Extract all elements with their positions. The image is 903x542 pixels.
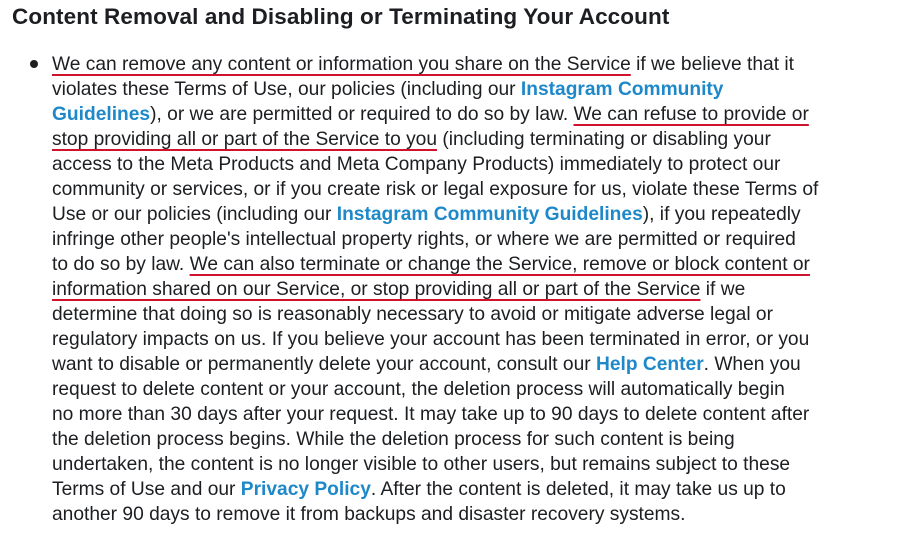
paragraph-line bbox=[52, 377, 900, 402]
underlined-clause: We can refuse to provide or bbox=[573, 104, 809, 125]
body-text: . After the content is deleted, it may take us up to bbox=[370, 479, 786, 500]
body-text: request to delete content or your account, the deletion process will automatically begin bbox=[52, 379, 785, 400]
paragraph-line bbox=[52, 227, 900, 252]
body-text: want to disable or permanently delete your account, consult our bbox=[52, 354, 596, 375]
paragraph-line bbox=[52, 452, 900, 477]
body-text: access to the Meta Products and Meta Company Products) immediately to protect our bbox=[52, 154, 781, 175]
body-text: if we believe that it bbox=[630, 54, 794, 75]
paragraph-line bbox=[52, 252, 900, 277]
paragraph-line bbox=[52, 277, 900, 302]
underlined-clause: We can also terminate or change the Service, remove or block content or bbox=[189, 254, 810, 275]
paragraph-body bbox=[52, 52, 900, 527]
paragraph-line bbox=[52, 77, 900, 102]
body-text: community or services, or if you create risk or legal exposure for us, violate these Terms of bbox=[52, 179, 819, 200]
paragraph-line bbox=[52, 502, 900, 527]
paragraph-line bbox=[52, 52, 900, 77]
body-text: regulatory impacts on us. If you believe your account has been terminated in error, or you bbox=[52, 329, 810, 350]
paragraph-line bbox=[52, 402, 900, 427]
body-text: another 90 days to remove it from backups and disaster recovery systems. bbox=[52, 504, 686, 525]
paragraph-line bbox=[52, 202, 900, 227]
body-text: infringe other people's intellectual property rights, or where we are permitted or required bbox=[52, 229, 796, 250]
policy-link[interactable]: Instagram Community Guidelines bbox=[336, 204, 643, 225]
bullet-dot bbox=[30, 60, 38, 68]
paragraph-line bbox=[52, 127, 900, 152]
body-text: violates these Terms of Use, our policies (including our bbox=[52, 79, 521, 100]
body-text: (including terminating or disabling your bbox=[437, 129, 771, 150]
underlined-clause: stop providing all or part of the Service to you bbox=[52, 129, 438, 150]
policy-link[interactable]: Guidelines bbox=[52, 104, 151, 125]
body-text: ), if you repeatedly bbox=[642, 204, 801, 225]
body-text: ), or we are permitted or required to do so by law. bbox=[150, 104, 574, 125]
body-text: Terms of Use and our bbox=[52, 479, 241, 500]
underlined-clause: We can remove any content or information you share on the Service bbox=[52, 54, 631, 75]
policy-link[interactable]: Instagram Community bbox=[520, 79, 724, 100]
paragraph-line bbox=[52, 352, 900, 377]
body-text: determine that doing so is reasonably necessary to avoid or mitigate adverse legal or bbox=[52, 304, 773, 325]
body-text: Use or our policies (including our bbox=[52, 204, 337, 225]
body-text: the deletion process begins. While the deletion process for such content is being bbox=[52, 429, 735, 450]
bullet-list-item bbox=[52, 52, 900, 527]
section-heading: Content Removal and Disabling or Terminating Your Account bbox=[12, 4, 670, 29]
paragraph-line bbox=[52, 177, 900, 202]
paragraph-line bbox=[52, 477, 900, 502]
paragraph-line bbox=[52, 302, 900, 327]
paragraph-line bbox=[52, 327, 900, 352]
underlined-clause: information shared on our Service, or stop providing all or part of the Service bbox=[52, 279, 701, 300]
policy-link[interactable]: Help Center bbox=[595, 354, 704, 375]
body-text: if we bbox=[700, 279, 746, 300]
body-text: no more than 30 days after your request. It may take up to 90 days to delete content after bbox=[52, 404, 810, 425]
paragraph-line bbox=[52, 102, 900, 127]
body-text: . When you bbox=[703, 354, 801, 375]
paragraph-line bbox=[52, 427, 900, 452]
policy-link[interactable]: Privacy Policy bbox=[240, 479, 371, 500]
body-text: to do so by law. bbox=[52, 254, 190, 275]
paragraph-line bbox=[52, 152, 900, 177]
body-text: undertaken, the content is no longer visible to other users, but remains subject to these bbox=[52, 454, 791, 475]
